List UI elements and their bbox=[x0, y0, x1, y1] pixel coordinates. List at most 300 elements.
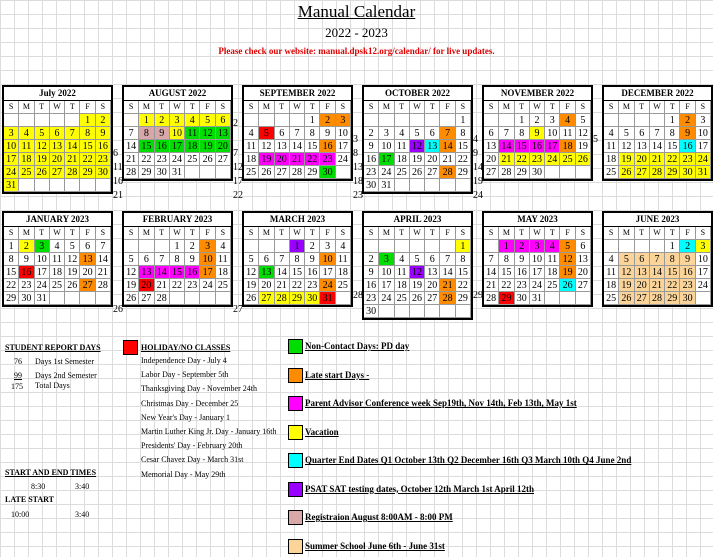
day-cell: 21 bbox=[650, 279, 665, 292]
day-cell: 25 bbox=[185, 153, 200, 166]
day-cell: 12 bbox=[619, 140, 634, 153]
day-cell: 3 bbox=[530, 240, 545, 253]
day-cell: 28 bbox=[275, 292, 290, 305]
month-2 bbox=[242, 85, 353, 181]
day-cell: 13 bbox=[80, 253, 95, 266]
weekday-letter: F bbox=[440, 101, 455, 114]
day-cell bbox=[456, 305, 471, 318]
day-cell: 22 bbox=[456, 153, 471, 166]
day-cell bbox=[410, 305, 425, 318]
day-cell: 18 bbox=[336, 266, 351, 279]
week-number: 27 bbox=[233, 304, 243, 315]
weekday-letter: T bbox=[635, 101, 650, 114]
weekday-letter: S bbox=[216, 227, 231, 240]
day-cell: 19 bbox=[200, 140, 215, 153]
weekday-letter: F bbox=[200, 227, 215, 240]
month-0 bbox=[2, 85, 113, 194]
day-cell: 12 bbox=[410, 266, 425, 279]
day-cell: 18 bbox=[50, 266, 65, 279]
weekday-letter: S bbox=[96, 227, 111, 240]
holiday-swatch bbox=[123, 340, 138, 355]
day-cell: 20 bbox=[484, 153, 499, 166]
day-cell: 18 bbox=[604, 153, 619, 166]
day-cell: 2 bbox=[320, 114, 335, 127]
report-num-3: 175 bbox=[11, 382, 23, 391]
day-cell: 22 bbox=[290, 279, 305, 292]
day-cell: 31 bbox=[379, 179, 394, 192]
day-cell: 26 bbox=[410, 166, 425, 179]
day-cell: 19 bbox=[619, 153, 634, 166]
day-cell: 30 bbox=[19, 292, 34, 305]
week-number: 9 bbox=[473, 148, 478, 159]
day-cell bbox=[456, 179, 471, 192]
month-name: MARCH 2023 bbox=[244, 213, 351, 227]
day-cell: 19 bbox=[65, 266, 80, 279]
day-cell: 16 bbox=[515, 266, 530, 279]
day-cell: 10 bbox=[200, 253, 215, 266]
day-cell: 29 bbox=[456, 292, 471, 305]
day-cell: 6 bbox=[50, 127, 65, 140]
day-cell bbox=[425, 179, 440, 192]
day-cell: 20 bbox=[259, 279, 274, 292]
weekday-letter: S bbox=[576, 227, 591, 240]
day-cell: 11 bbox=[604, 140, 619, 153]
weekday-letter: W bbox=[290, 101, 305, 114]
day-cell bbox=[440, 305, 455, 318]
day-cell: 24 bbox=[170, 153, 185, 166]
day-cell: 26 bbox=[200, 153, 215, 166]
day-cell: 24 bbox=[320, 279, 335, 292]
day-cell: 16 bbox=[680, 140, 695, 153]
day-cell: 16 bbox=[320, 140, 335, 153]
day-cell bbox=[650, 114, 665, 127]
day-cell: 27 bbox=[139, 292, 154, 305]
weekday-letter: W bbox=[170, 101, 185, 114]
weekday-letter: S bbox=[336, 101, 351, 114]
day-cell: 11 bbox=[604, 266, 619, 279]
day-cell bbox=[440, 179, 455, 192]
week-number: 26 bbox=[113, 304, 123, 315]
weekday-letter: M bbox=[379, 101, 394, 114]
day-cell: 27 bbox=[275, 166, 290, 179]
weekday-letter: F bbox=[80, 101, 95, 114]
day-cell: 26 bbox=[35, 166, 50, 179]
day-cell bbox=[244, 240, 259, 253]
weekday-letter: M bbox=[619, 101, 634, 114]
day-cell: 12 bbox=[259, 140, 274, 153]
day-cell: 27 bbox=[425, 166, 440, 179]
day-cell: 15 bbox=[456, 266, 471, 279]
day-cell: 15 bbox=[456, 140, 471, 153]
end-time: 3:40 bbox=[75, 482, 90, 491]
day-cell bbox=[50, 114, 65, 127]
weekday-letter: S bbox=[456, 227, 471, 240]
weekday-letter: S bbox=[96, 101, 111, 114]
day-cell: 11 bbox=[336, 253, 351, 266]
day-cell: 14 bbox=[275, 266, 290, 279]
day-cell bbox=[576, 292, 591, 305]
day-cell: 23 bbox=[680, 279, 695, 292]
day-cell: 17 bbox=[696, 266, 711, 279]
day-cell: 14 bbox=[96, 253, 111, 266]
legend-label: Registraion August 8:00AM - 8:00 PM bbox=[305, 512, 453, 522]
day-cell: 21 bbox=[650, 153, 665, 166]
day-cell: 3 bbox=[545, 114, 560, 127]
weekday-letter: W bbox=[410, 227, 425, 240]
week-number: 2 bbox=[233, 118, 238, 129]
day-cell: 9 bbox=[364, 140, 379, 153]
day-cell bbox=[440, 114, 455, 127]
day-cell: 20 bbox=[576, 266, 591, 279]
day-cell: 10 bbox=[379, 266, 394, 279]
day-cell: 24 bbox=[379, 166, 394, 179]
day-cell: 31 bbox=[696, 166, 711, 179]
day-cell bbox=[155, 240, 170, 253]
day-cell bbox=[96, 292, 111, 305]
day-cell: 21 bbox=[484, 279, 499, 292]
day-cell: 12 bbox=[244, 266, 259, 279]
day-cell: 5 bbox=[65, 240, 80, 253]
day-cell bbox=[410, 114, 425, 127]
week-number: 8 bbox=[353, 148, 358, 159]
day-cell: 20 bbox=[80, 266, 95, 279]
day-cell: 4 bbox=[336, 240, 351, 253]
day-cell: 6 bbox=[259, 253, 274, 266]
weekday-letter: S bbox=[576, 101, 591, 114]
day-cell: 14 bbox=[440, 266, 455, 279]
day-cell: 23 bbox=[530, 153, 545, 166]
day-cell: 12 bbox=[200, 127, 215, 140]
day-cell: 11 bbox=[395, 140, 410, 153]
day-cell: 2 bbox=[364, 253, 379, 266]
late-start-time: 10:00 bbox=[11, 510, 30, 519]
day-cell: 23 bbox=[305, 279, 320, 292]
weekday-letter: W bbox=[410, 101, 425, 114]
day-cell: 5 bbox=[576, 114, 591, 127]
report-text-1: Days 1st Semester bbox=[35, 357, 95, 366]
day-cell: 21 bbox=[290, 153, 305, 166]
holiday-item: Cesar Chavez Day - March 31st bbox=[141, 455, 244, 465]
day-cell: 16 bbox=[680, 266, 695, 279]
day-cell: 1 bbox=[290, 240, 305, 253]
weekday-letter: S bbox=[244, 227, 259, 240]
weekday-letter: T bbox=[305, 227, 320, 240]
holiday-item: Presidents' Day - February 20th bbox=[141, 441, 243, 451]
day-cell: 29 bbox=[4, 292, 19, 305]
day-cell: 3 bbox=[696, 240, 711, 253]
day-cell bbox=[19, 179, 34, 192]
day-cell: 26 bbox=[619, 166, 634, 179]
month-name: OCTOBER 2022 bbox=[364, 87, 471, 101]
day-cell: 29 bbox=[80, 166, 95, 179]
day-cell bbox=[216, 166, 231, 179]
day-cell: 11 bbox=[395, 266, 410, 279]
month-name: July 2022 bbox=[4, 87, 111, 101]
day-cell bbox=[259, 240, 274, 253]
day-cell: 28 bbox=[155, 292, 170, 305]
day-cell: 4 bbox=[604, 253, 619, 266]
weekday-letter: W bbox=[650, 101, 665, 114]
week-number: 5 bbox=[593, 134, 598, 145]
day-cell bbox=[124, 114, 139, 127]
day-cell: 18 bbox=[604, 279, 619, 292]
day-cell bbox=[216, 292, 231, 305]
month-4 bbox=[482, 85, 593, 181]
legend-label: Non-Contact Days: PD day bbox=[305, 341, 410, 351]
day-cell bbox=[185, 166, 200, 179]
holiday-item: Independence Day - July 4 bbox=[141, 356, 227, 365]
day-cell: 11 bbox=[560, 127, 575, 140]
weekday-letter: S bbox=[124, 227, 139, 240]
day-cell: 27 bbox=[216, 153, 231, 166]
legend-label: Quarter End Dates Q1 October 13th Q2 December 16th Q3 March 10th Q4 June 2nd bbox=[305, 455, 632, 465]
day-cell: 15 bbox=[499, 266, 514, 279]
day-cell: 15 bbox=[80, 140, 95, 153]
legend-swatch bbox=[288, 368, 303, 383]
weekday-letter: S bbox=[604, 227, 619, 240]
weekday-letter: W bbox=[650, 227, 665, 240]
day-cell: 27 bbox=[635, 292, 650, 305]
week-number: 18 bbox=[353, 176, 363, 187]
day-cell: 8 bbox=[665, 253, 680, 266]
day-cell: 30 bbox=[155, 166, 170, 179]
day-cell: 11 bbox=[19, 140, 34, 153]
day-cell: 15 bbox=[665, 140, 680, 153]
day-cell bbox=[4, 114, 19, 127]
week-number: 24 bbox=[473, 190, 483, 201]
day-cell: 17 bbox=[35, 266, 50, 279]
day-cell: 14 bbox=[290, 140, 305, 153]
day-cell: 19 bbox=[619, 279, 634, 292]
day-cell bbox=[35, 179, 50, 192]
weekday-letter: F bbox=[680, 101, 695, 114]
day-cell: 25 bbox=[604, 292, 619, 305]
day-cell: 9 bbox=[305, 253, 320, 266]
day-cell: 27 bbox=[425, 292, 440, 305]
weekday-letter: T bbox=[425, 101, 440, 114]
day-cell: 30 bbox=[320, 166, 335, 179]
day-cell bbox=[35, 114, 50, 127]
day-cell: 10 bbox=[4, 140, 19, 153]
day-cell: 4 bbox=[185, 114, 200, 127]
weekday-letter: T bbox=[665, 101, 680, 114]
holiday-item: New Year's Day - January 1 bbox=[141, 412, 230, 422]
day-cell: 24 bbox=[545, 153, 560, 166]
week-number: 22 bbox=[233, 190, 243, 201]
day-cell: 22 bbox=[4, 279, 19, 292]
day-cell: 10 bbox=[170, 127, 185, 140]
day-cell: 5 bbox=[124, 253, 139, 266]
legend-label: Summer School June 6th - June 31st bbox=[305, 540, 445, 551]
weekday-letter: S bbox=[336, 227, 351, 240]
holiday-item: Christmas Day - December 25 bbox=[141, 398, 239, 408]
month-9 bbox=[362, 211, 473, 320]
day-cell: 16 bbox=[364, 279, 379, 292]
day-cell: 22 bbox=[170, 279, 185, 292]
month-grid bbox=[124, 227, 231, 305]
day-cell: 12 bbox=[560, 253, 575, 266]
day-cell: 21 bbox=[124, 153, 139, 166]
day-cell: 27 bbox=[259, 292, 274, 305]
day-cell bbox=[604, 114, 619, 127]
weekday-letter: S bbox=[216, 101, 231, 114]
day-cell: 25 bbox=[560, 153, 575, 166]
day-cell: 19 bbox=[576, 140, 591, 153]
weekday-letter: S bbox=[4, 227, 19, 240]
day-cell: 26 bbox=[65, 279, 80, 292]
day-cell bbox=[576, 166, 591, 179]
day-cell: 18 bbox=[395, 153, 410, 166]
day-cell: 3 bbox=[696, 114, 711, 127]
day-cell bbox=[410, 240, 425, 253]
day-cell: 17 bbox=[320, 266, 335, 279]
day-cell bbox=[379, 240, 394, 253]
day-cell: 29 bbox=[456, 166, 471, 179]
weekday-letter: T bbox=[515, 227, 530, 240]
day-cell: 17 bbox=[696, 140, 711, 153]
day-cell: 13 bbox=[484, 140, 499, 153]
day-cell bbox=[65, 114, 80, 127]
day-cell: 22 bbox=[665, 279, 680, 292]
day-cell: 2 bbox=[185, 240, 200, 253]
day-cell: 13 bbox=[635, 140, 650, 153]
day-cell: 26 bbox=[619, 292, 634, 305]
day-cell: 26 bbox=[124, 292, 139, 305]
day-cell bbox=[96, 179, 111, 192]
weekday-letter: S bbox=[124, 101, 139, 114]
weekday-letter: F bbox=[320, 227, 335, 240]
day-cell: 15 bbox=[665, 266, 680, 279]
day-cell: 18 bbox=[395, 279, 410, 292]
month-grid bbox=[244, 227, 351, 305]
weekday-letter: T bbox=[395, 227, 410, 240]
day-cell: 2 bbox=[19, 240, 34, 253]
weekday-letter: T bbox=[35, 227, 50, 240]
day-cell: 9 bbox=[680, 253, 695, 266]
weekday-letter: F bbox=[80, 227, 95, 240]
day-cell: 24 bbox=[35, 279, 50, 292]
day-cell: 14 bbox=[440, 140, 455, 153]
day-cell: 8 bbox=[4, 253, 19, 266]
day-cell bbox=[560, 292, 575, 305]
day-cell: 23 bbox=[515, 279, 530, 292]
day-cell: 21 bbox=[440, 279, 455, 292]
day-cell bbox=[696, 292, 711, 305]
day-cell bbox=[80, 292, 95, 305]
report-heading: STUDENT REPORT DAYS bbox=[5, 343, 101, 352]
report-text-3: Total Days bbox=[35, 381, 70, 390]
day-cell bbox=[410, 179, 425, 192]
month-6 bbox=[2, 211, 113, 307]
day-cell: 20 bbox=[139, 279, 154, 292]
weekday-letter: M bbox=[259, 227, 274, 240]
weekday-letter: F bbox=[320, 101, 335, 114]
day-cell: 11 bbox=[185, 127, 200, 140]
day-cell: 22 bbox=[665, 153, 680, 166]
weekday-letter: W bbox=[170, 227, 185, 240]
day-cell: 11 bbox=[216, 253, 231, 266]
day-cell: 7 bbox=[290, 127, 305, 140]
day-cell: 12 bbox=[35, 140, 50, 153]
day-cell: 20 bbox=[425, 279, 440, 292]
day-cell: 1 bbox=[305, 114, 320, 127]
week-number: 6 bbox=[113, 148, 118, 159]
day-cell: 21 bbox=[155, 279, 170, 292]
day-cell: 8 bbox=[456, 253, 471, 266]
day-cell: 1 bbox=[665, 114, 680, 127]
day-cell: 30 bbox=[364, 179, 379, 192]
legend-label: Late start Days - bbox=[305, 369, 370, 380]
day-cell: 31 bbox=[35, 292, 50, 305]
day-cell: 16 bbox=[19, 266, 34, 279]
weekday-letter: F bbox=[680, 227, 695, 240]
day-cell: 8 bbox=[665, 127, 680, 140]
holiday-heading: HOLIDAY/NO CLASSES bbox=[141, 343, 231, 352]
day-cell: 23 bbox=[96, 153, 111, 166]
month-grid bbox=[604, 101, 711, 179]
weekday-letter: M bbox=[19, 227, 34, 240]
legend-swatch bbox=[288, 453, 303, 468]
day-cell: 21 bbox=[440, 153, 455, 166]
week-number: 3 bbox=[353, 134, 358, 145]
month-name: MAY 2023 bbox=[484, 213, 591, 227]
month-name: SEPTEMBER 2022 bbox=[244, 87, 351, 101]
day-cell: 28 bbox=[440, 292, 455, 305]
day-cell: 28 bbox=[65, 166, 80, 179]
day-cell: 7 bbox=[650, 253, 665, 266]
day-cell: 19 bbox=[244, 279, 259, 292]
day-cell: 4 bbox=[244, 127, 259, 140]
day-cell: 18 bbox=[560, 140, 575, 153]
day-cell: 29 bbox=[305, 166, 320, 179]
day-cell: 29 bbox=[499, 292, 514, 305]
day-cell: 8 bbox=[290, 253, 305, 266]
legend-swatch bbox=[288, 482, 303, 497]
day-cell: 7 bbox=[96, 240, 111, 253]
day-cell bbox=[395, 179, 410, 192]
day-cell: 5 bbox=[619, 253, 634, 266]
day-cell: 3 bbox=[379, 253, 394, 266]
day-cell: 17 bbox=[379, 153, 394, 166]
day-cell bbox=[499, 114, 514, 127]
day-cell: 5 bbox=[619, 127, 634, 140]
day-cell: 19 bbox=[35, 153, 50, 166]
day-cell: 21 bbox=[499, 153, 514, 166]
week-number: 28 bbox=[353, 290, 363, 301]
day-cell: 3 bbox=[379, 127, 394, 140]
school-year: 2022 - 2023 bbox=[325, 25, 388, 40]
month-name: JUNE 2023 bbox=[604, 213, 711, 227]
day-cell: 6 bbox=[635, 127, 650, 140]
day-cell: 30 bbox=[680, 292, 695, 305]
month-10 bbox=[482, 211, 593, 307]
day-cell: 20 bbox=[50, 153, 65, 166]
weekday-letter: S bbox=[696, 227, 711, 240]
day-cell bbox=[484, 240, 499, 253]
day-cell: 2 bbox=[155, 114, 170, 127]
day-cell: 24 bbox=[200, 279, 215, 292]
day-cell: 12 bbox=[619, 266, 634, 279]
weekday-letter: F bbox=[440, 227, 455, 240]
day-cell: 22 bbox=[456, 279, 471, 292]
week-number: 17 bbox=[233, 176, 243, 187]
day-cell: 24 bbox=[379, 292, 394, 305]
weekday-letter: M bbox=[259, 101, 274, 114]
month-name: APRIL 2023 bbox=[364, 213, 471, 227]
legend-label: Parent Advisor Conference week Sep19th, Nov 14th, Feb 13th, May 1st bbox=[305, 398, 577, 408]
weekday-letter: T bbox=[275, 227, 290, 240]
week-number: 19 bbox=[473, 176, 483, 187]
